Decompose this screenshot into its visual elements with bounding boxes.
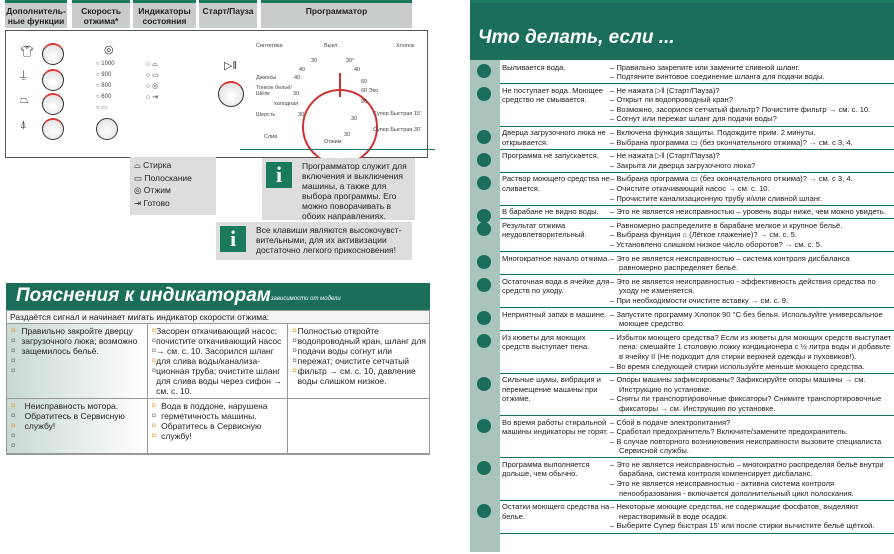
solution-text: Очистите откачивающий насос → см. с. 10. [616, 184, 770, 194]
troubleshooting-header [470, 0, 894, 60]
solutions [610, 333, 894, 371]
solution-item: – Правильно закрепите или замените сливной шланг. [610, 62, 800, 72]
info-note-programmer [262, 158, 415, 220]
solution-text: Не нажата ▷‖ (Старт/Пауза)? [616, 151, 720, 161]
solutions [610, 151, 894, 170]
problem-text: Раствор моющего средства не сливается. [502, 174, 610, 194]
legend-item-rinse [134, 172, 212, 185]
solution-text: Избыток моющего средства? Если из кюветы для моющих средств выступает пена: смешайте 1 столовую ложку кондиционера с ½ литра воды и добавьте в ячейку II (Не подходит для стирки верхней одежды и пуховиков!). [616, 332, 892, 361]
solution-item: – Открыт ли водопроводный кран? [610, 95, 733, 105]
problem-text: Неприятный запах в машине. [502, 309, 607, 319]
status-legend [130, 157, 216, 215]
extra-function-button-3[interactable] [42, 93, 64, 115]
solution-item: – Подтяните винтовое соединение шланга для подачи воды. [610, 72, 825, 82]
solution-item: – Выбрана функция ⌂ (Лёгкое глажение)? → см. с. 5. [610, 230, 798, 240]
problem-text: В барабане не видно воды. [502, 207, 599, 217]
solutions [610, 221, 894, 250]
dial-temp: 40 [354, 67, 361, 73]
solution-text: Выбрана программа ▭ (без окончательного отжима)? → см. с 3, 4. [616, 137, 853, 147]
table-row [500, 308, 894, 331]
problem-text: Программа не запускается. [502, 151, 599, 161]
solution-text: Выберите Супер быстрая 15' или после стирки вычистите бельё щёткой. [616, 521, 875, 531]
shirt-icon: 👕︎ [20, 46, 34, 58]
solutions [610, 63, 894, 82]
info-note-touch-keys [216, 222, 412, 260]
section-subtitle: в зависимости от модели [266, 296, 341, 302]
dial-temp: 30 [344, 132, 351, 138]
spin-speed-800: ○ 800 [96, 83, 112, 89]
table-row [500, 219, 894, 252]
solution-item: – Согнут или пережат шланг для подачи воды? [610, 114, 777, 124]
troubleshooting-table [500, 61, 894, 534]
solution-text: Во время следующей стирки используйте меньше моющего средства. [616, 361, 865, 371]
bullet-icon [477, 255, 491, 269]
indicators-section-header [6, 283, 430, 310]
solution-text: Правильно закрепите или замените сливной шланг. [616, 62, 800, 72]
solution-item: – Установлено слишком низкое число оборотов? → см. с. 5. [610, 240, 823, 249]
iron-icon: ⏢ [20, 94, 29, 106]
bullet-icon [477, 130, 491, 144]
problem-text: Остаточная вода в ячейке для средств по уходу. [502, 276, 610, 296]
spin-speed-label: 1000 [101, 61, 115, 67]
dial-temp: 30° [346, 58, 355, 64]
table-row [500, 84, 894, 126]
table-row [7, 399, 429, 454]
solution-text: Открыт ли водопроводный кран? [616, 95, 733, 105]
solution-item: – Запустите программу Хлопок 90 °C без белья. Используйте универсальное моющее средство. [610, 309, 883, 329]
header-spin-speed: Скорость отжима* [72, 0, 130, 28]
solution-text: Закрыта ли дверца загрузочного люка? [616, 160, 756, 170]
bullet-icon [477, 153, 491, 167]
solution-item: – Выбрана программа ▭ (без окончательного отжима)? → см. с 3, 4. [610, 137, 853, 147]
dial-temp: 30 [311, 58, 318, 64]
control-panel [5, 30, 428, 158]
solutions [610, 86, 894, 124]
bullet-icon [477, 176, 491, 190]
solution-item: – Сработал предохранитель? Включите/замените предохранитель. [610, 427, 848, 437]
blink-pattern-icon: ¤ ¤ ¤ ¤ ¤ [151, 326, 157, 375]
solution-text: Это не является неисправностью – уровень воды ниже, чем можно увидеть. [616, 207, 886, 217]
info-text: Программатор служит для включения и выключения машины, а также для выбора программы. Его можно поворачивать в обоих направлениях. [302, 161, 407, 221]
dial-label-drain: Слив [264, 134, 278, 140]
table-row [500, 275, 894, 308]
spin-speed-600: ○ 600 [96, 94, 112, 100]
solution-text: Равномерно распределите в барабане мелкое и крупное бельё. [616, 220, 843, 230]
spin-speed-label: 600 [101, 94, 112, 100]
solution-item: – Выбрана программа ▭ (без окончательного отжима)? → см. с 3, 4. [610, 174, 853, 184]
solution-item: – Сняты ли транспортировочные фиксаторы? Снимите транспортировочные фиксаторы → см. Инструкцию по установке. [610, 394, 882, 413]
solution-text: Выбрана функция ⌂ (Лёгкое глажение)? → см. с. 5. [616, 230, 798, 240]
blink-pattern-icon: ¤ ¤ ¤ ¤ [151, 401, 157, 440]
solution-item: – Это не является неисправностью – система контроля дисбаланса равномерно распределяет бельё. [610, 253, 850, 273]
spin-icon: ◎ [134, 185, 144, 195]
solution-item: – В случае повторного возникновения неисправности вызовите специалиста Сервисной службы. [610, 436, 882, 456]
solution-text: Сняты ли транспортировочные фиксаторы? Снимите транспортировочные фиксаторы → см. Инструкцию по установке. [616, 394, 882, 413]
start-pause-icon: ▷‖ [224, 60, 238, 72]
solution-text: Согнут или пережат шланг для подачи воды? [616, 114, 777, 124]
dial-label-delicate: Тонкое бельё/ Шёлк [256, 85, 292, 97]
indicators-table [6, 310, 430, 455]
solution-item: – Некоторые моющие средства, не содержащие фосфатов, выделяют нерастворимый в воде осадок. [610, 502, 859, 521]
solution-item: – Не нажата ▷‖ (Старт/Пауза)? [610, 85, 720, 95]
solution-item: – Опоры машины зафиксированы? Зафиксируйте опоры машины → см. Инструкцию по установке. [610, 375, 866, 394]
solution-text: Запустите программу Хлопок 90 °C без белья. Используйте универсальное моющее средство. [616, 309, 883, 329]
solution-item: – Включена функция защиты. Подождите прим. 2 минуты. [610, 128, 816, 138]
solution-text: Возможно, засорился сетчатый фильтр? Почистите фильтр → см. с. 10. [616, 104, 871, 114]
dial-label-super30: Супер Быстрая 30' [373, 127, 421, 133]
start-pause-button[interactable] [218, 81, 244, 107]
solution-text: В случае повторного возникновения неисправности вызовите специалиста Сервисной службы. [616, 436, 882, 456]
solution-item: – Это не является неисправностью - активна система контроля пенообразования - включается дополнительный цикл полоскания. [610, 479, 854, 498]
solution-item: – Это не является неисправностью – уровень воды ниже, чем можно увидеть. [610, 207, 886, 217]
solutions [610, 128, 894, 147]
table-cell: Полностью откройте водопроводный кран, шланг для подачи воды согнут или пережат; очистите сетчатый фильтр → см. с. 10, давление воды слишком низкое. [297, 326, 426, 386]
extra-function-button-2[interactable] [42, 69, 64, 91]
solutions [610, 418, 894, 456]
dial-label-wool: Шерсть [256, 112, 276, 118]
solution-item: – Выберите Супер быстрая 15' или после стирки вычистите бельё щёткой. [610, 521, 875, 531]
problem-text: Программа выполняется дольше, чем обычно. [502, 459, 590, 479]
legend-label: Стирка [143, 160, 172, 170]
extra-function-button-4[interactable] [42, 118, 64, 140]
solution-item: – Возможно, засорился сетчатый фильтр? Почистите фильтр → см. с. 10. [610, 104, 871, 114]
solution-item: – Закрыта ли дверца загрузочного люка? [610, 160, 756, 170]
problem-text: Остатки моющего средства на белье. [502, 502, 610, 521]
solution-text: При необходимости очистите вставку → см. с. 9. [616, 295, 789, 305]
table-row [500, 252, 894, 275]
solutions [610, 207, 894, 217]
dial-label-spin: Отжим [324, 139, 342, 145]
header-start-pause: Старт/Пауза [199, 0, 257, 28]
section-title: Что делать, если ... [478, 27, 675, 48]
dial-temp: 30 [298, 112, 305, 118]
solution-item: – Не нажата ▷‖ (Старт/Пауза)? [610, 151, 720, 161]
solution-text: Опоры машины зафиксированы? Зафиксируйте опоры машины → см. Инструкцию по установке. [616, 375, 866, 394]
solution-text: Это не является неисправностью – многократно распределяя бельё внутри барабана, система контроля компенсирует дисбаланс. [616, 459, 884, 479]
solution-item: – Это не является неисправностью - эффективность действия средства по уходу не изменяется. [610, 276, 876, 296]
legend-item-wash [134, 159, 212, 172]
solution-item: – При необходимости очистите вставку → см. с. 9. [610, 295, 789, 305]
problem-text: Многократное начало отжима. [502, 253, 610, 263]
dial-label-cold: холодная [274, 101, 299, 107]
header-extra-functions: Дополнитель-ные функции [5, 0, 67, 28]
bullet-icon [477, 504, 491, 518]
blink-pattern-icon: ¤ ¤ ¤ ¤ ¤ [11, 326, 16, 375]
table-row [500, 150, 894, 173]
legend-label: Полоскание [144, 172, 192, 183]
problem-text: Не поступает вода. Моющее средство не смывается. [502, 85, 604, 105]
table-row [500, 61, 894, 84]
solution-text: Не нажата ▷‖ (Старт/Пауза)? [616, 85, 720, 95]
bullet-icon [477, 209, 491, 223]
spin-speed-1000: ○ 1000 [96, 61, 115, 67]
solution-text: Некоторые моющие средства, не содержащие фосфатов, выделяют нерастворимый в воде осадок. [616, 502, 859, 521]
table-row [500, 127, 894, 150]
dial-label-synthetics: Синтетика [256, 43, 283, 49]
bullet-icon [477, 64, 491, 78]
solution-text: Подтяните винтовое соединение шланга для подачи воды. [616, 72, 825, 82]
table-cell: Неисправность мотора. Обратитесь в Сервисную службу! [24, 401, 125, 431]
problem-text: Из кюветы для моющих средств выступает пена. [502, 332, 590, 352]
solution-text: Установлено слишком низкое число оборотов? → см. с. 5. [616, 240, 823, 249]
done-icon: ⇥ [134, 197, 144, 208]
dial-label-eco: 60 Эко [361, 88, 379, 94]
solution-item: – Равномерно распределите в барабане мелкое и крупное бельё. [610, 220, 843, 230]
dial-temp: 40 [299, 67, 306, 73]
table-row [500, 206, 894, 220]
solution-item: – Это не является неисправностью – многократно распределяя бельё внутри барабана, система контроля компенсирует дисбаланс. [610, 459, 884, 479]
legend-item-spin [134, 184, 212, 197]
divider [240, 149, 435, 150]
solutions [610, 460, 894, 498]
dial-label-cotton: Хлопок [396, 43, 415, 49]
solutions [610, 502, 894, 531]
dial-temp: 60 [361, 79, 368, 85]
table-row [500, 331, 894, 373]
table-row [7, 324, 429, 399]
solution-text: Выбрана программа ▭ (без окончательного отжима)? → см. с 3, 4. [616, 174, 853, 184]
water-plus-icon: ⍊ [20, 69, 27, 81]
status-indicator-lights: ○ ⌓ ○ ▭ ○ ◎ ○ ⇥ [146, 61, 159, 101]
rinse-plus-icon: ⍋ [20, 119, 27, 131]
solution-text: Это не является неисправностью – система контроля дисбаланса равномерно распределяет бельё. [616, 253, 850, 273]
table-row [500, 173, 894, 206]
solution-text: Прочистите канализационную трубу и/или сливной шланг. [616, 193, 822, 203]
header-programmer: Программатор [261, 0, 412, 28]
problem-text: Во время работы стиральной машины индикаторы не горят. [502, 417, 608, 437]
header-status-indicators: Индикаторы состояния [133, 0, 196, 28]
solution-item: – Прочистите канализационную трубу и/или сливной шланг. [610, 193, 822, 203]
dial-temp: 30 [351, 116, 358, 122]
dial-temp: 30 [293, 91, 300, 97]
table-row [500, 416, 894, 458]
dial-temp: 40 [294, 75, 301, 81]
dial-label-super15: Супер Быстрая 15' [373, 111, 421, 117]
table-cell: Засорен откачивающий насос; почистите откачивающий насос → см. с. 10. Засорился шланг для слива воды/канализа-ционная труба; очистите шланг для слива воды через сифон → см. с. 10. [156, 326, 282, 396]
spin-speed-label: 900 [101, 72, 112, 78]
solution-text: Сбой в подаче электропитания? [616, 417, 731, 427]
table-caption: Раздаётся сигнал и начинает мигать индикатор скорости отжима: [7, 311, 429, 324]
table-row [500, 458, 894, 500]
solution-text: Это не является неисправностью - активна система контроля пенообразования - включается дополнительный цикл полоскания. [616, 479, 854, 498]
spin-speed-button[interactable] [96, 118, 118, 140]
info-text: Все клавиши являются высокочувст-вительными, для их активизации достаточно легкого прикосновения! [256, 225, 402, 255]
bullet-icon [477, 419, 491, 433]
wash-icon: ⌓ [134, 160, 144, 170]
legend-label: Отжим [143, 185, 171, 195]
solution-item: – Сбой в подаче электропитания? [610, 417, 731, 427]
legend-item-done [134, 197, 212, 210]
info-icon: i [220, 226, 246, 252]
spin-icon: ◎ [104, 44, 114, 56]
info-icon: i [266, 162, 292, 188]
no-spin-indicator: ○ ▭ [96, 105, 107, 111]
rinse-icon: ▭ [134, 172, 145, 183]
solution-item: – Во время следующей стирки используйте меньше моющего средства. [610, 361, 865, 371]
problem-text: Выливается вода. [502, 62, 566, 72]
solution-item: – Очистите откачивающий насос → см. с. 10. [610, 184, 770, 194]
spin-speed-label: 800 [101, 83, 112, 89]
solution-text: Включена функция защиты. Подождите прим. 2 минуты. [616, 128, 816, 138]
extra-function-button-1[interactable] [42, 43, 64, 65]
legend-label: Готово [143, 197, 170, 208]
section-title: Пояснения к индикаторам [16, 285, 271, 306]
spin-speed-900: ○ 900 [96, 72, 112, 78]
solutions [610, 277, 894, 306]
table-cell: Правильно закройте дверцу загрузочного люка; возможно защемилось бельё. [21, 326, 138, 356]
dial-temp: 90 [361, 99, 368, 105]
solutions [610, 174, 894, 203]
solutions [610, 310, 894, 329]
dial-label-jeans: Джинсы [256, 75, 277, 81]
problem-text: Сильные шумы, вибрация и перемещение машины при отжиме. [502, 375, 601, 404]
problem-text: Результат отжима неудовлетворительный. [502, 220, 587, 240]
dial-pointer [339, 73, 341, 97]
table-cell: Вода в поддоне, нарушена герметичность машины. Обратитесь в Сервисную службу! [161, 401, 268, 441]
table-row [500, 501, 894, 534]
dial-label-off: Выкл. [324, 43, 339, 49]
solution-text: Это не является неисправностью - эффективность действия средства по уходу не изменяется. [616, 276, 876, 296]
solution-text: Сработал предохранитель? Включите/замените предохранитель. [616, 427, 848, 437]
solutions [610, 254, 894, 273]
blink-pattern-icon: ¤ ¤ ¤ ¤ ¤ [292, 326, 297, 375]
bullet-icon [477, 377, 491, 391]
solution-item: – Избыток моющего средства? Если из кюветы для моющих средств выступает пена: смешайте 1 столовую ложку кондиционера с ½ литра воды и добавьте в ячейку II (Не подходит для стирки верхней одежды и пуховиков!). [610, 332, 892, 361]
bullet-icon [477, 311, 491, 325]
table-row [500, 374, 894, 416]
blink-pattern-icon: ¤ ¤ ¤ ¤ ¤ [11, 401, 16, 450]
problem-text: Дверца загрузочного люка не открывается. [502, 128, 606, 147]
solutions [610, 375, 894, 413]
